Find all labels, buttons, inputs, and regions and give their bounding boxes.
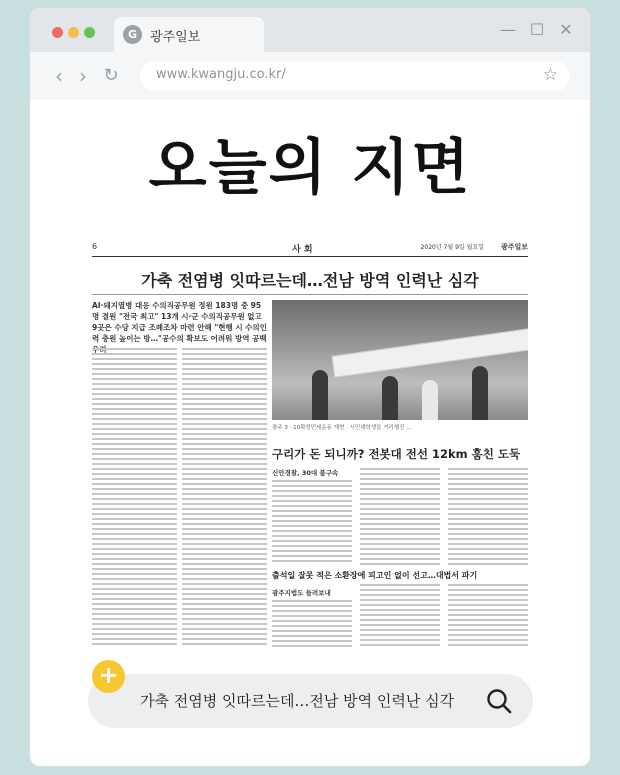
- url-field[interactable]: [140, 61, 570, 91]
- add-button[interactable]: +: [92, 660, 125, 693]
- search-icon[interactable]: [485, 687, 513, 715]
- search-bar[interactable]: [88, 674, 533, 728]
- body-column-8: [448, 584, 528, 649]
- newspaper-page-image[interactable]: [92, 236, 528, 654]
- header-rule: [92, 256, 528, 257]
- back-icon[interactable]: ‹: [55, 64, 63, 88]
- masthead: 광주일보: [500, 243, 528, 251]
- photo-figure: [472, 366, 488, 420]
- reload-icon[interactable]: ↻: [103, 65, 119, 86]
- photo-caption: 광주 3 · 10확정민세운동 재현 · 시민대학생들 거리행진 ...: [272, 425, 412, 431]
- article-lede: AI·돼지열병 대응 수의직공무원 정원 183명 중 95명 결원 "전국 최고" 13개 시·군 수의직공무원 없고 9곳은 수당 지급 조례조차 마련 안해 "현행 시 수의인력 충원 높이는 방…"공수의 확보도 어려워 방역 공백: [92, 301, 267, 343]
- body-column-6: [272, 600, 352, 650]
- browser-window: [30, 8, 590, 766]
- address-bar: [30, 52, 590, 100]
- maximize-icon[interactable]: ☐: [529, 20, 545, 39]
- photo-banner: [331, 328, 528, 378]
- browser-tab[interactable]: [114, 17, 264, 52]
- maximize-window-dot[interactable]: [84, 27, 95, 38]
- photo-figure: [422, 380, 438, 420]
- bookmark-star-icon[interactable]: ☆: [542, 65, 558, 85]
- page-number: 6: [92, 242, 98, 251]
- article-photo: [272, 300, 528, 420]
- close-icon[interactable]: ✕: [559, 20, 573, 39]
- search-input[interactable]: 가축 전염병 잇따르는데…전남 방역 인력난 심각: [140, 692, 455, 710]
- issue-date: 2020년 7월 9일 월요일: [420, 244, 484, 251]
- tab-title: 광주일보: [150, 30, 201, 45]
- newspaper-header: [92, 242, 528, 256]
- second-article-title: 구리가 돈 되니까? 전봇대 전선 12km 훔친 도둑: [272, 447, 521, 461]
- forward-icon[interactable]: ›: [79, 64, 87, 88]
- article-title: 가축 전염병 잇따르는데…전남 방역 인력난 심각: [141, 271, 479, 290]
- site-favicon-icon: G: [123, 25, 142, 44]
- minimize-icon[interactable]: —: [500, 20, 516, 39]
- third-article-subhead: 광주지법도 들려보내: [272, 589, 331, 597]
- url-text: www.kwangju.co.kr/: [156, 67, 286, 82]
- body-column-1: [92, 348, 177, 648]
- photo-figure: [382, 376, 398, 420]
- third-article-title: 출석일 잘못 적은 소환장에 피고인 없이 선고…대법서 파기: [272, 571, 478, 580]
- tab-bar: [30, 8, 590, 52]
- second-article-subhead: 신안경찰, 30대 불구속: [272, 469, 339, 477]
- photo-figure: [312, 370, 328, 420]
- title-rule: [92, 294, 528, 295]
- body-column-5: [448, 468, 528, 568]
- body-column-7: [360, 584, 440, 649]
- page-title: 오늘의 지면: [148, 133, 472, 203]
- close-window-dot[interactable]: [52, 27, 63, 38]
- minimize-window-dot[interactable]: [68, 27, 79, 38]
- body-column-4: [360, 468, 440, 568]
- body-column-3: [272, 480, 352, 565]
- body-column-2: [182, 348, 267, 648]
- section-name: 사 회: [292, 245, 313, 255]
